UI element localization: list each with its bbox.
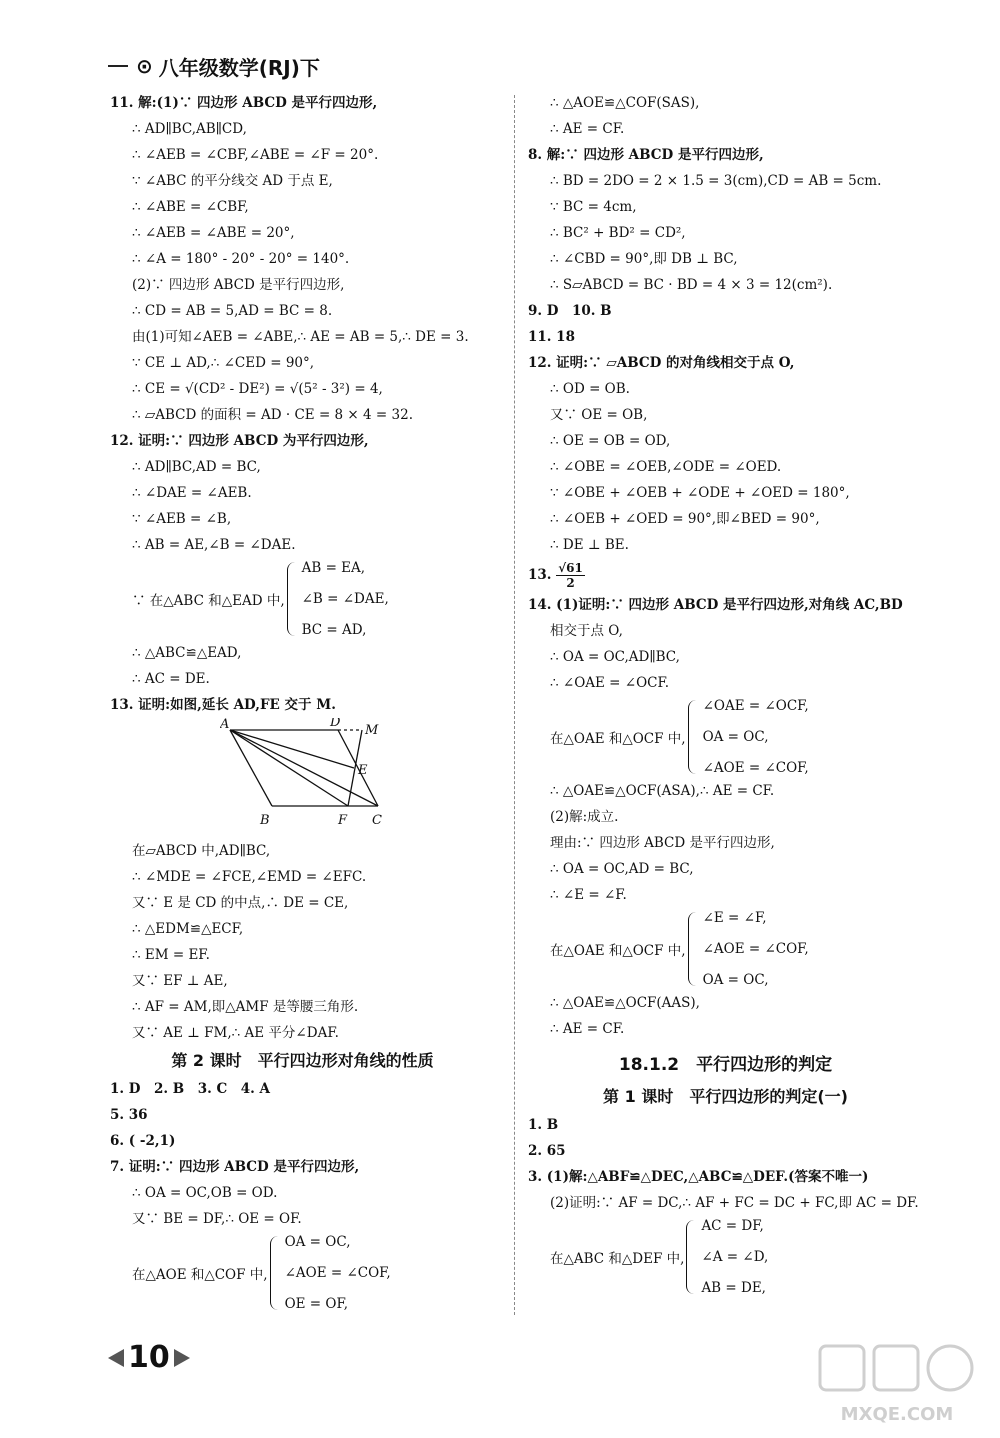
section-heading: 18.1.2 平行四边形的判定 xyxy=(618,1055,833,1075)
condition: OE = OF, xyxy=(284,1296,349,1312)
left-system-2 xyxy=(110,1232,495,1314)
text-line: ∴ DE ⊥ BE. xyxy=(550,537,629,553)
watermark-logo xyxy=(812,1340,982,1430)
condition: ∠AOE = ∠COF, xyxy=(702,760,809,776)
right-system-1 xyxy=(528,696,923,778)
text-line: 又∵ E 是 CD 的中点,∴ DE = CE, xyxy=(132,895,349,911)
text-line: ∴ ▱ABCD 的面积 = AD · CE = 8 × 4 = 32. xyxy=(132,407,413,423)
parallelogram-diagram xyxy=(220,718,400,834)
column-divider xyxy=(514,95,515,1315)
text-line: ∴ OA = OC,AD∥BC, xyxy=(550,649,680,665)
text-line: 3. (1)解:△ABF≌△DEC,△ABC≌△DEF.(答案不唯一) xyxy=(528,1169,869,1185)
right-arrow-icon xyxy=(174,1349,190,1367)
condition: AC = DF, xyxy=(701,1218,764,1234)
fraction-numerator: √61 xyxy=(558,561,583,575)
fraction xyxy=(556,561,585,590)
right-block-4 xyxy=(528,990,923,1042)
left-block-4 xyxy=(110,1076,495,1232)
text-line: ∴ AD∥BC,AD = BC, xyxy=(132,459,261,475)
text-line: ∴ ∠AEB = ∠ABE = 20°, xyxy=(132,225,295,241)
text-line: ∴ ∠DAE = ∠AEB. xyxy=(132,485,252,501)
left-system-1 xyxy=(110,558,495,640)
text-line: 又∵ BE = DF,∴ OE = OF. xyxy=(132,1211,302,1227)
label-M: M xyxy=(365,723,379,738)
text-line: ∴ ∠AEB = ∠CBF,∠ABE = ∠F = 20°. xyxy=(132,147,379,163)
condition: OA = OC, xyxy=(702,972,769,988)
text-line: 11. 18 xyxy=(528,329,575,345)
left-block-2 xyxy=(110,640,495,718)
condition: ∠AOE = ∠COF, xyxy=(702,941,809,957)
page-number xyxy=(108,1340,190,1375)
system-conditions xyxy=(285,1234,391,1312)
right-block-2 xyxy=(528,592,923,696)
text-line: ∴ ∠MDE = ∠FCE,∠EMD = ∠EFC. xyxy=(132,869,367,885)
condition: OA = OC, xyxy=(284,1234,351,1250)
text-line: ∴ ∠OAE = ∠OCF. xyxy=(550,675,670,691)
text-line: 又∵ AE ⊥ FM,∴ AE 平分∠DAF. xyxy=(132,1025,339,1041)
text-line: ∴ △EDM≌△ECF, xyxy=(132,921,244,937)
text-line: ∴ ∠OEB + ∠OED = 90°,即∠BED = 90°, xyxy=(550,511,820,527)
condition: AB = DE, xyxy=(701,1280,766,1296)
label-F: F xyxy=(338,813,348,828)
brace xyxy=(270,1236,281,1310)
text-line: 5. 36 xyxy=(110,1107,148,1123)
condition: AB = EA, xyxy=(301,560,366,576)
condition: ∠A = ∠D, xyxy=(701,1249,769,1265)
subsection-heading: 第 1 课时 平行四边形的判定(一) xyxy=(603,1087,848,1106)
text-line: ∴ ∠A = 180° - 20° - 20° = 140°. xyxy=(132,251,350,267)
system-lead: 在△OAE 和△OCF 中, xyxy=(550,943,686,959)
text-line: ∴ AE = CF. xyxy=(550,1021,625,1037)
condition: OA = OC, xyxy=(702,729,769,745)
right-block-1 xyxy=(528,90,923,558)
left-block-1 xyxy=(110,90,495,558)
text-line: 2. 65 xyxy=(528,1143,566,1159)
text-line: (2)∵ 四边形 ABCD 是平行四边形, xyxy=(132,277,345,293)
label-B: B xyxy=(260,813,270,828)
right-system-2 xyxy=(528,908,923,990)
right-column xyxy=(528,90,923,1298)
header-title: 八年级数学(RJ)下 xyxy=(158,55,320,80)
text-line: 8. 解:∵ 四边形 ABCD 是平行四边形, xyxy=(528,147,764,163)
text-line: 12. 证明:∵ ▱ABCD 的对角线相交于点 O, xyxy=(528,355,795,371)
page-header xyxy=(108,48,320,84)
text-line: ∴ BC² + BD² = CD², xyxy=(550,225,686,241)
system-lead: 在△OAE 和△OCF 中, xyxy=(550,731,686,747)
page-number-value: 10 xyxy=(128,1340,170,1375)
condition: ∠OAE = ∠OCF, xyxy=(702,698,809,714)
system-lead: 在△AOE 和△COF 中, xyxy=(132,1267,268,1283)
text-line: ∵ ∠OBE + ∠OEB + ∠ODE + ∠OED = 180°, xyxy=(550,485,850,501)
text-line: 相交于点 O, xyxy=(550,623,623,639)
text-line: ∴ CE = √(CD² - DE²) = √(5² - 3²) = 4, xyxy=(132,381,383,397)
text-line: ∴ OA = OC,OB = OD. xyxy=(132,1185,278,1201)
system-conditions xyxy=(703,910,809,988)
condition: ∠E = ∠F, xyxy=(702,910,767,926)
label-C: C xyxy=(372,813,382,828)
condition: ∠AOE = ∠COF, xyxy=(284,1265,391,1281)
text-line: ∴ BD = 2DO = 2 × 1.5 = 3(cm),CD = AB = 5cm. xyxy=(550,173,882,189)
text-line: 14. (1)证明:∵ 四边形 ABCD 是平行四边形,对角线 AC,BD xyxy=(528,597,903,613)
text-line: 12. 证明:∵ 四边形 ABCD 为平行四边形, xyxy=(110,433,369,449)
right-block-3 xyxy=(528,778,923,908)
text-line: 在▱ABCD 中,AD∥BC, xyxy=(132,843,271,859)
text-line: ∴ △ABC≌△EAD, xyxy=(132,645,242,661)
right-system-3 xyxy=(528,1216,923,1298)
text-line: 又∵ EF ⊥ AE, xyxy=(132,973,228,989)
system-lead: ∵ 在△ABC 和△EAD 中, xyxy=(132,593,285,609)
brace xyxy=(688,912,699,986)
text-line: ∴ OA = OC,AD = BC, xyxy=(550,861,694,877)
system-conditions xyxy=(703,698,809,776)
text-line: ∴ S▱ABCD = BC · BD = 4 × 3 = 12(cm²). xyxy=(550,277,833,293)
text-line: ∵ ∠AEB = ∠B, xyxy=(132,511,232,527)
text-line: ∴ ∠OBE = ∠OEB,∠ODE = ∠OED. xyxy=(550,459,782,475)
text-line: ∴ △AOE≌△COF(SAS), xyxy=(550,95,700,111)
right-block-5 xyxy=(528,1112,923,1216)
text-line: ∵ CE ⊥ AD,∴ ∠CED = 90°, xyxy=(132,355,315,371)
text-line: ∴ AE = CF. xyxy=(550,121,625,137)
text-line: 7. 证明:∵ 四边形 ABCD 是平行四边形, xyxy=(110,1159,360,1175)
header-logo-icon: ⊙ xyxy=(136,54,151,78)
text-line: 1. B xyxy=(528,1117,559,1133)
text-line: ∴ ∠ABE = ∠CBF, xyxy=(132,199,249,215)
text-line: ∴ AB = AE,∠B = ∠DAE. xyxy=(132,537,296,553)
text-line: ∴ ∠CBD = 90°,即 DB ⊥ BC, xyxy=(550,251,738,267)
watermark-text: MXQE.COM xyxy=(840,1404,954,1425)
text-line: ∴ CD = AB = 5,AD = BC = 8. xyxy=(132,303,333,319)
brace xyxy=(686,1220,697,1294)
text-line: ∴ OE = OB = OD, xyxy=(550,433,671,449)
text-line: 又∵ OE = OB, xyxy=(550,407,648,423)
text-line: ∴ OD = OB. xyxy=(550,381,630,397)
text-line: 11. 解:(1)∵ 四边形 ABCD 是平行四边形, xyxy=(110,95,378,111)
text-line: ∴ AF = AM,即△AMF 是等腰三角形. xyxy=(132,999,359,1015)
left-column xyxy=(110,90,495,1314)
text-line: (2)证明:∵ AF = DC,∴ AF + FC = DC + FC,即 AC = DF. xyxy=(550,1195,919,1211)
text-line: 理由:∵ 四边形 ABCD 是平行四边形, xyxy=(550,835,775,851)
left-block-3 xyxy=(110,838,495,1046)
text-line: 由(1)可知∠AEB = ∠ABE,∴ AE = AB = 5,∴ DE = 3. xyxy=(132,329,469,345)
text-line: ∴ AD∥BC,AB∥CD, xyxy=(132,121,247,137)
text-line: ∴ △OAE≌△OCF(AAS), xyxy=(550,995,700,1011)
fraction-denominator: 2 xyxy=(566,576,575,590)
parallelogram-figure xyxy=(110,718,495,838)
system-lead: 在△ABC 和△DEF 中, xyxy=(550,1251,685,1267)
text-line: ∴ △OAE≌△OCF(ASA),∴ AE = CF. xyxy=(550,783,775,799)
text-line: 1. D 2. B 3. C 4. A xyxy=(110,1081,271,1097)
condition: ∠B = ∠DAE, xyxy=(301,591,389,607)
text-line: ∴ AC = DE. xyxy=(132,671,210,687)
label-E: E xyxy=(358,763,368,778)
text-line: (2)解:成立. xyxy=(550,809,619,825)
brace xyxy=(688,700,699,774)
text-line: ∵ ∠ABC 的平分线交 AD 于点 E, xyxy=(132,173,333,189)
text-line: ∴ EM = EF. xyxy=(132,947,210,963)
brace xyxy=(287,562,298,636)
section-heading: 第 2 课时 平行四边形对角线的性质 xyxy=(171,1051,434,1070)
header-rule xyxy=(108,65,128,67)
system-conditions xyxy=(701,1218,768,1296)
label-D: D xyxy=(330,718,341,730)
label-A: A xyxy=(220,718,230,732)
text-line: ∴ ∠E = ∠F. xyxy=(550,887,627,903)
left-arrow-icon xyxy=(108,1349,124,1367)
text-line: 9. D 10. B xyxy=(528,303,612,319)
system-conditions xyxy=(302,560,389,638)
condition: BC = AD, xyxy=(301,622,367,638)
answer-13-label: 13. xyxy=(528,567,552,583)
text-line: 6. ( -2,1) xyxy=(110,1133,176,1149)
text-line: 13. 证明:如图,延长 AD,FE 交于 M. xyxy=(110,697,336,713)
answer-13 xyxy=(528,558,923,592)
text-line: ∵ BC = 4cm, xyxy=(550,199,637,215)
